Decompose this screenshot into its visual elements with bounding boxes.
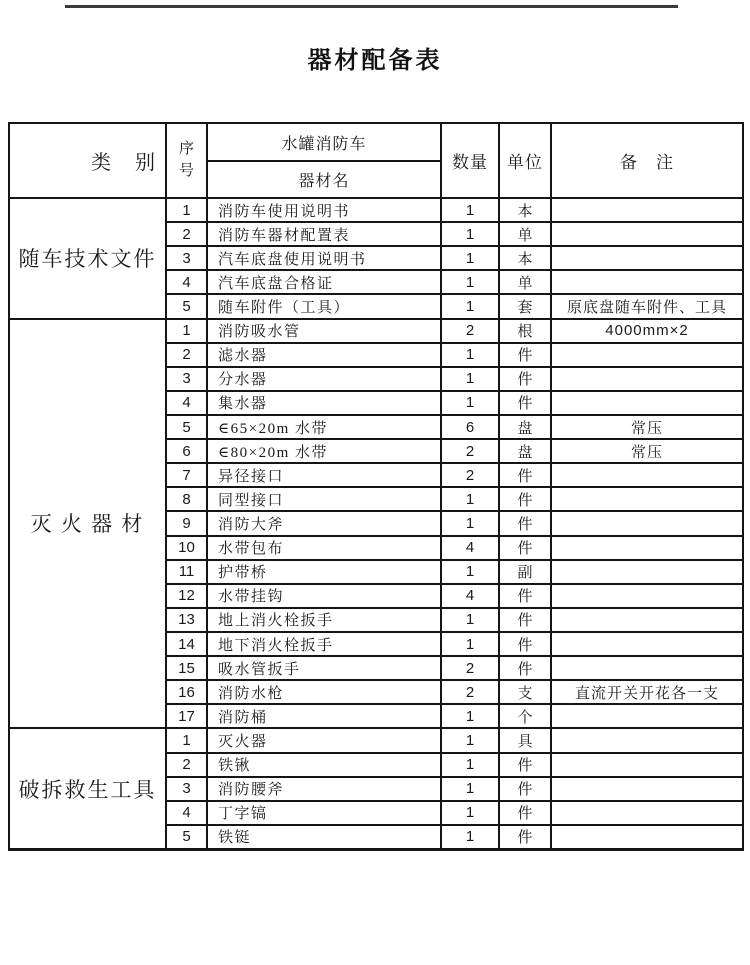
unit-cell: 件 [499,825,551,850]
page-title: 器材配备表 [307,48,443,74]
name-cell: 消防吸水管 [207,319,441,343]
qty-cell: 1 [441,777,499,801]
remark-cell [551,825,743,850]
table-body [9,198,743,850]
unit-cell: 件 [499,777,551,801]
remark-cell [551,584,743,608]
serial-cell: 17 [166,704,207,728]
table-row [9,728,743,752]
qty-cell: 2 [441,439,499,463]
unit-cell: 套 [499,294,551,318]
unit-cell: 件 [499,632,551,656]
qty-cell: 1 [441,487,499,511]
table-header [9,123,743,198]
header-unit: 单位 [499,123,551,198]
header-vehicle-type: 水罐消防车 [207,123,441,161]
header-quantity: 数量 [441,123,499,198]
unit-cell: 本 [499,246,551,270]
serial-cell: 4 [166,801,207,825]
serial-cell: 12 [166,584,207,608]
qty-cell: 2 [441,680,499,704]
name-cell: 分水器 [207,367,441,391]
name-cell: 铁铤 [207,825,441,850]
name-cell: 地下消火栓扳手 [207,632,441,656]
serial-cell: 7 [166,463,207,487]
header-serial [166,123,207,198]
qty-cell: 2 [441,319,499,343]
unit-cell: 盘 [499,415,551,439]
qty-cell: 6 [441,415,499,439]
serial-cell: 1 [166,198,207,222]
remark-cell [551,728,743,752]
name-cell: 丁字镐 [207,801,441,825]
unit-cell: 件 [499,487,551,511]
name-cell: 随车附件（工具） [207,294,441,318]
unit-cell: 盘 [499,439,551,463]
serial-cell: 13 [166,608,207,632]
serial-cell: 3 [166,246,207,270]
qty-cell: 1 [441,825,499,850]
name-cell: 滤水器 [207,343,441,367]
table-row [9,198,743,222]
remark-cell: 直流开关开花各一支 [551,680,743,704]
category-cell: 灭 火 器 材 [9,319,166,729]
serial-cell: 6 [166,439,207,463]
header-serial-bottom: 号 [178,162,194,179]
serial-cell: 1 [166,728,207,752]
unit-cell: 件 [499,343,551,367]
remark-cell [551,246,743,270]
qty-cell: 4 [441,536,499,560]
remark-cell [551,270,743,294]
remark-cell [551,487,743,511]
serial-cell: 2 [166,222,207,246]
qty-cell: 1 [441,801,499,825]
qty-cell: 4 [441,584,499,608]
name-cell: 吸水管扳手 [207,656,441,680]
unit-cell: 具 [499,728,551,752]
top-rule [65,5,678,8]
category-cell: 破拆救生工具 [9,728,166,849]
name-cell: 消防水枪 [207,680,441,704]
serial-cell: 5 [166,294,207,318]
header-category: 类 别 [9,123,166,198]
serial-cell: 4 [166,391,207,415]
unit-cell: 件 [499,391,551,415]
unit-cell: 件 [499,463,551,487]
name-cell: 灭火器 [207,728,441,752]
serial-cell: 8 [166,487,207,511]
remark-cell: 常压 [551,439,743,463]
remark-cell [551,536,743,560]
name-cell: ∈80×20m 水带 [207,439,441,463]
remark-cell [551,560,743,584]
serial-cell: 5 [166,825,207,850]
qty-cell: 1 [441,511,499,535]
equipment-table [8,122,744,851]
name-cell: 消防车器材配置表 [207,222,441,246]
qty-cell: 1 [441,270,499,294]
unit-cell: 件 [499,608,551,632]
unit-cell: 支 [499,680,551,704]
remark-cell [551,343,743,367]
unit-cell: 件 [499,801,551,825]
qty-cell: 2 [441,656,499,680]
remark-cell [551,801,743,825]
remark-cell [551,222,743,246]
remark-cell [551,704,743,728]
remark-cell [551,632,743,656]
unit-cell: 件 [499,753,551,777]
remark-cell [551,198,743,222]
name-cell: 消防大斧 [207,511,441,535]
unit-cell: 单 [499,222,551,246]
qty-cell: 1 [441,222,499,246]
remark-cell [551,753,743,777]
unit-cell: 本 [499,198,551,222]
header-serial-top: 序 [178,140,194,157]
remark-cell [551,656,743,680]
name-cell: 水带包布 [207,536,441,560]
unit-cell: 件 [499,536,551,560]
remark-cell [551,608,743,632]
name-cell: 护带桥 [207,560,441,584]
serial-cell: 3 [166,367,207,391]
serial-cell: 3 [166,777,207,801]
remark-cell: 原底盘随车附件、工具 [551,294,743,318]
header-row-1 [9,123,743,161]
serial-cell: 16 [166,680,207,704]
serial-cell: 9 [166,511,207,535]
qty-cell: 2 [441,463,499,487]
remark-cell [551,391,743,415]
header-equipment-name: 器材名 [207,161,441,198]
qty-cell: 1 [441,367,499,391]
remark-cell: 常压 [551,415,743,439]
qty-cell: 1 [441,704,499,728]
remark-cell [551,367,743,391]
serial-cell: 10 [166,536,207,560]
remark-cell [551,463,743,487]
qty-cell: 1 [441,343,499,367]
remark-cell: 4000mm×2 [551,319,743,343]
serial-cell: 1 [166,319,207,343]
name-cell: 消防车使用说明书 [207,198,441,222]
name-cell: 异径接口 [207,463,441,487]
unit-cell: 件 [499,367,551,391]
name-cell: 汽车底盘使用说明书 [207,246,441,270]
serial-cell: 15 [166,656,207,680]
unit-cell: 件 [499,584,551,608]
header-remarks: 备 注 [551,123,743,198]
serial-cell: 2 [166,343,207,367]
unit-cell: 根 [499,319,551,343]
serial-cell: 5 [166,415,207,439]
serial-cell: 4 [166,270,207,294]
qty-cell: 1 [441,728,499,752]
name-cell: 消防腰斧 [207,777,441,801]
qty-cell: 1 [441,391,499,415]
name-cell: 同型接口 [207,487,441,511]
qty-cell: 1 [441,246,499,270]
serial-cell: 11 [166,560,207,584]
unit-cell: 单 [499,270,551,294]
name-cell: 铁锹 [207,753,441,777]
unit-cell: 副 [499,560,551,584]
unit-cell: 个 [499,704,551,728]
name-cell: 水带挂钩 [207,584,441,608]
category-cell: 随车技术文件 [9,198,166,319]
table-row [9,319,743,343]
qty-cell: 1 [441,198,499,222]
serial-cell: 14 [166,632,207,656]
qty-cell: 1 [441,560,499,584]
remark-cell [551,511,743,535]
serial-cell: 2 [166,753,207,777]
qty-cell: 1 [441,294,499,318]
name-cell: 汽车底盘合格证 [207,270,441,294]
name-cell: 地上消火栓扳手 [207,608,441,632]
qty-cell: 1 [441,632,499,656]
name-cell: 集水器 [207,391,441,415]
unit-cell: 件 [499,511,551,535]
qty-cell: 1 [441,753,499,777]
unit-cell: 件 [499,656,551,680]
name-cell: ∈65×20m 水带 [207,415,441,439]
remark-cell [551,777,743,801]
name-cell: 消防桶 [207,704,441,728]
qty-cell: 1 [441,608,499,632]
